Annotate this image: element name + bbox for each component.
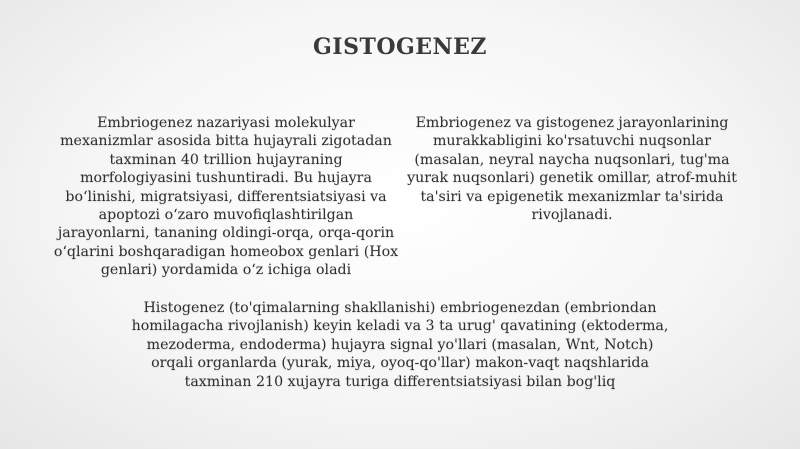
right-text-block: Embriogenez va gistogenez jarayonlarining murakkabligini ko'rsatuvchi nuqsonlar (masalan, neyral naycha nuqsonlari, tug'ma yurak nuqsonlari) genetik omillar, atrof-muhit ta'siri va epigenetik mexanizmlar ta'sirida rivojlanadi. — [407, 115, 737, 224]
slide-title: GISTOGENEZ — [313, 34, 487, 60]
left-text-block: Embriogenez nazariyasi molekulyar mexanizmlar asosida bitta hujayrali zigotadan taxminan 40 trillion hujayraning morfologiyasini tushuntiradi. Bu hujayra bo‘linishi, migratsiyasi, differentsiatsiyasi va apoptozi o‘zaro muvofiqlashtirilgan jarayonlarni, tananing oldingi-orqa, orqa-qorin o‘qlarini boshqaradigan homeobox genlari (Hox genlari) yordamida o‘z ichiga oladi — [53, 115, 399, 279]
bottom-text-block: Histogenez (to'qimalarning shakllanishi) embriogenezdan (embriondan homilagacha rivojlanish) keyin keladi va 3 ta urug' qavatining (ektoderma, mezoderma, endoderma) hujayra signal yo'llari (masalan, Wnt, Notch) orqali organlarda (yurak, miya, oyoq-qo'llar) makon-vaqt naqshlarida taxminan 210 xujayra turiga differentsiatsiyasi bilan bog'liq — [131, 300, 669, 390]
